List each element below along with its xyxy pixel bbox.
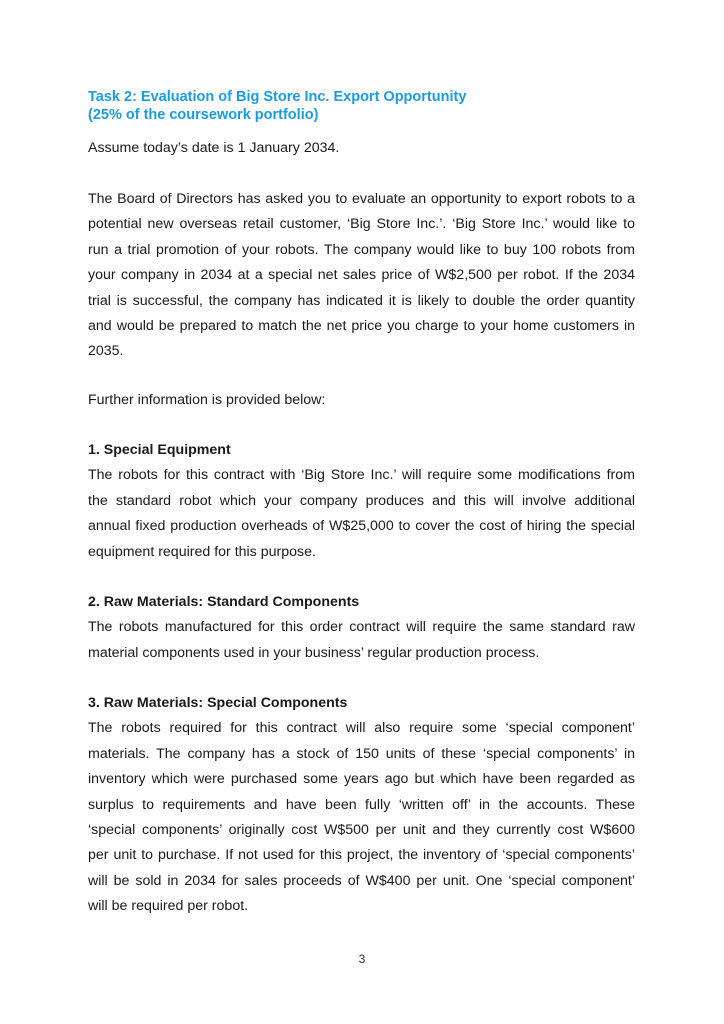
text-line: ‘special components’ originally cost W$500 per unit and they currently cost W$600 bbox=[88, 821, 635, 838]
text-line: The robots manufactured for this order contract will require the same standard raw bbox=[88, 619, 635, 636]
task-title bbox=[88, 88, 635, 124]
text-line: equipment required for this purpose. bbox=[88, 543, 316, 560]
text-line: The Board of Directors has asked you to evaluate an opportunity to export robots to a bbox=[88, 191, 635, 207]
text-line: potential new overseas retail customer, ‘Big Store Inc.’. ‘Big Store Inc.’ would like to bbox=[88, 216, 635, 233]
text-line: annual fixed production overheads of W$25,000 to cover the cost of hiring the special bbox=[88, 518, 635, 535]
section-heading: 3. Raw Materials: Special Components bbox=[88, 695, 348, 711]
section-special-components bbox=[88, 691, 635, 920]
page-number: 3 bbox=[358, 952, 366, 966]
text-line: the standard robot which your company produces and this will involve additional bbox=[88, 492, 635, 509]
task-title-line1: Task 2: Evaluation of Big Store Inc. Export Opportunity bbox=[88, 89, 467, 105]
text-line: surplus to requirements and have been fully ‘written off’ in the accounts. These bbox=[88, 796, 635, 813]
text-line: The robots for this contract with ‘Big Store Inc.’ will require some modifications from bbox=[88, 467, 635, 484]
text-line: per unit to purchase. If not used for this project, the inventory of ‘special components’ bbox=[88, 847, 635, 864]
section-special-equipment bbox=[88, 438, 635, 565]
text-line: materials. The company has a stock of 150 units of these ‘special components’ in bbox=[88, 745, 635, 762]
text-line: material components used in your business’ regular production process. bbox=[88, 644, 540, 661]
text-line: and would be prepared to match the net price you charge to your home customers in bbox=[88, 317, 635, 334]
date-note: Assume today’s date is 1 January 2034. bbox=[88, 140, 340, 156]
text-line: The robots required for this contract will also require some ‘special component’ bbox=[88, 720, 635, 737]
section-heading: 1. Special Equipment bbox=[88, 442, 231, 458]
text-line: your company in 2034 at a special net sales price of W$2,500 per robot. If the 2034 bbox=[88, 267, 635, 284]
section-standard-components bbox=[88, 590, 635, 666]
further-info: Further information is provided below: bbox=[88, 392, 326, 408]
text-line: run a trial promotion of your robots. The company would like to buy 100 robots from bbox=[88, 241, 635, 258]
task-title-line2: (25% of the coursework portfolio) bbox=[88, 107, 319, 123]
intro-paragraph bbox=[88, 187, 635, 365]
text-line: will be required per robot. bbox=[88, 898, 249, 915]
text-line: trial is successful, the company has indicated it is likely to double the order quantity bbox=[88, 292, 635, 309]
text-line: will be sold in 2034 for sales proceeds of W$400 per unit. One ‘special component’ bbox=[88, 872, 635, 889]
text-line: 2035. bbox=[88, 343, 124, 360]
text-line: inventory which were purchased some years ago but which have been regarded as bbox=[88, 771, 635, 788]
section-heading: 2. Raw Materials: Standard Components bbox=[88, 594, 360, 610]
